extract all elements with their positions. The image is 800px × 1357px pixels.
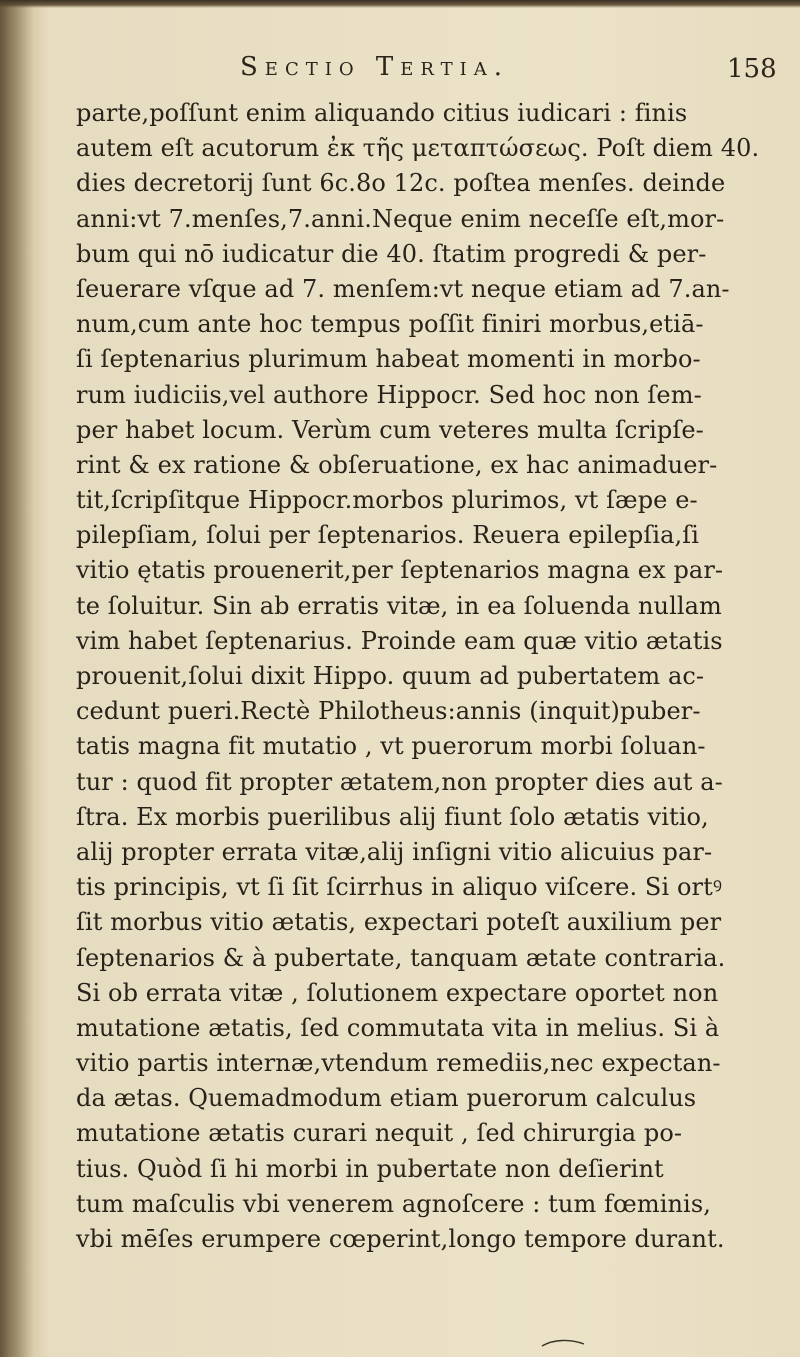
text-line: num,cum ante hoc tempus poſſit finiri morbus,etiā- xyxy=(76,310,704,339)
running-title: Sectio Tertia. xyxy=(240,52,509,82)
text-line: vitio ętatis prouenerit,per ſeptenarios magna ex par- xyxy=(76,556,724,585)
page-top-edge xyxy=(0,0,800,8)
text-line: autem eſt acutorum ἐκ τῆς μεταπτώσεως. Poſt diem 40. xyxy=(76,134,760,163)
gutter-shadow xyxy=(0,0,34,1357)
text-line: bum qui nō iudicatur die 40. ſtatim progredi & per- xyxy=(76,239,707,268)
text-line: da ætas. Quemadmodum etiam puerorum calculus xyxy=(76,1084,697,1113)
text-line: vitio partis internæ,vtendum remediis,nec expectan- xyxy=(76,1049,721,1078)
text-line: vbi mēſes erumpere cœperint,longo tempore durant. xyxy=(76,1225,725,1253)
text-line: ſeptenarios & à pubertate, tanquam ætate contraria. xyxy=(76,943,726,972)
text-line: ſtra. Ex morbis puerilibus alij fiunt ſolo ætatis vitio, xyxy=(76,802,709,831)
text-line: parte,poſſunt enim aliquando citius iudicari : finis xyxy=(76,99,688,127)
text-line: cedunt pueri.Rectè Philotheus:annis (inquit)puber- xyxy=(76,697,701,726)
text-line: te ſoluitur. Sin ab erratis vitæ, in ea ſoluenda nullam xyxy=(76,591,722,620)
text-line: tit,ſcripſitque Hippocr.morbos plurimos, vt ſæpe e- xyxy=(76,486,698,515)
text-line: Si ob errata vitæ , ſolutionem expectare oportet non xyxy=(76,978,719,1007)
text-line: pilepſiam, ſolui per ſeptenarios. Reuera epilepſia,ſi xyxy=(76,521,700,550)
text-line: tatis magna fit mutatio , vt puerorum morbi ſoluan- xyxy=(76,732,706,761)
text-line: anni:vt 7.menſes,7.anni.Neque enim neceſſe eſt,mor- xyxy=(76,204,725,233)
text-line: tis principis, vt ſi ſit ſcirrhus in aliquo viſcere. Si ortꝰ xyxy=(76,873,723,902)
text-line: ſi ſeptenarius plurimum habeat momenti in morbo- xyxy=(76,345,701,374)
text-line: prouenit,ſolui dixit Hippo. quum ad pubertatem ac- xyxy=(76,662,705,690)
text-line: ſit morbus vitio ætatis, expectari poteſt auxilium per xyxy=(76,908,722,937)
ink-flourish xyxy=(540,1338,586,1348)
running-head xyxy=(0,52,800,92)
text-line: per habet locum. Verùm cum veteres multa ſcripſe- xyxy=(76,415,704,444)
text-line: dies decretorij ſunt 6c.8o 12c. poſtea menſes. deinde xyxy=(76,169,726,198)
text-line: mutatione ætatis curari nequit , ſed chirurgia po- xyxy=(76,1119,683,1148)
text-line: tius. Quòd ſi hi morbi in pubertate non deſierint xyxy=(76,1154,664,1183)
text-line: mutatione ætatis, ſed commutata vita in melius. Si à xyxy=(76,1013,720,1042)
body-text xyxy=(76,96,776,1257)
text-line: tum maſculis vbi venerem agnoſcere : tum fœminis, xyxy=(76,1189,711,1218)
text-line: ſeuerare vſque ad 7. menſem:vt neque etiam ad 7.an- xyxy=(76,274,730,303)
page-number: 158 xyxy=(727,54,777,84)
text-line: rum iudiciis,vel authore Hippocr. Sed hoc non ſem- xyxy=(76,380,702,409)
text-line: rint & ex ratione & obſeruatione, ex hac animaduer- xyxy=(76,450,718,479)
text-line: tur : quod fit propter ætatem,non propter dies aut a- xyxy=(76,767,723,796)
text-line: vim habet ſeptenarius. Proinde eam quæ vitio ætatis xyxy=(76,626,723,655)
text-line: alij propter errata vitæ,alij inſigni vitio alicuius par- xyxy=(76,837,713,866)
